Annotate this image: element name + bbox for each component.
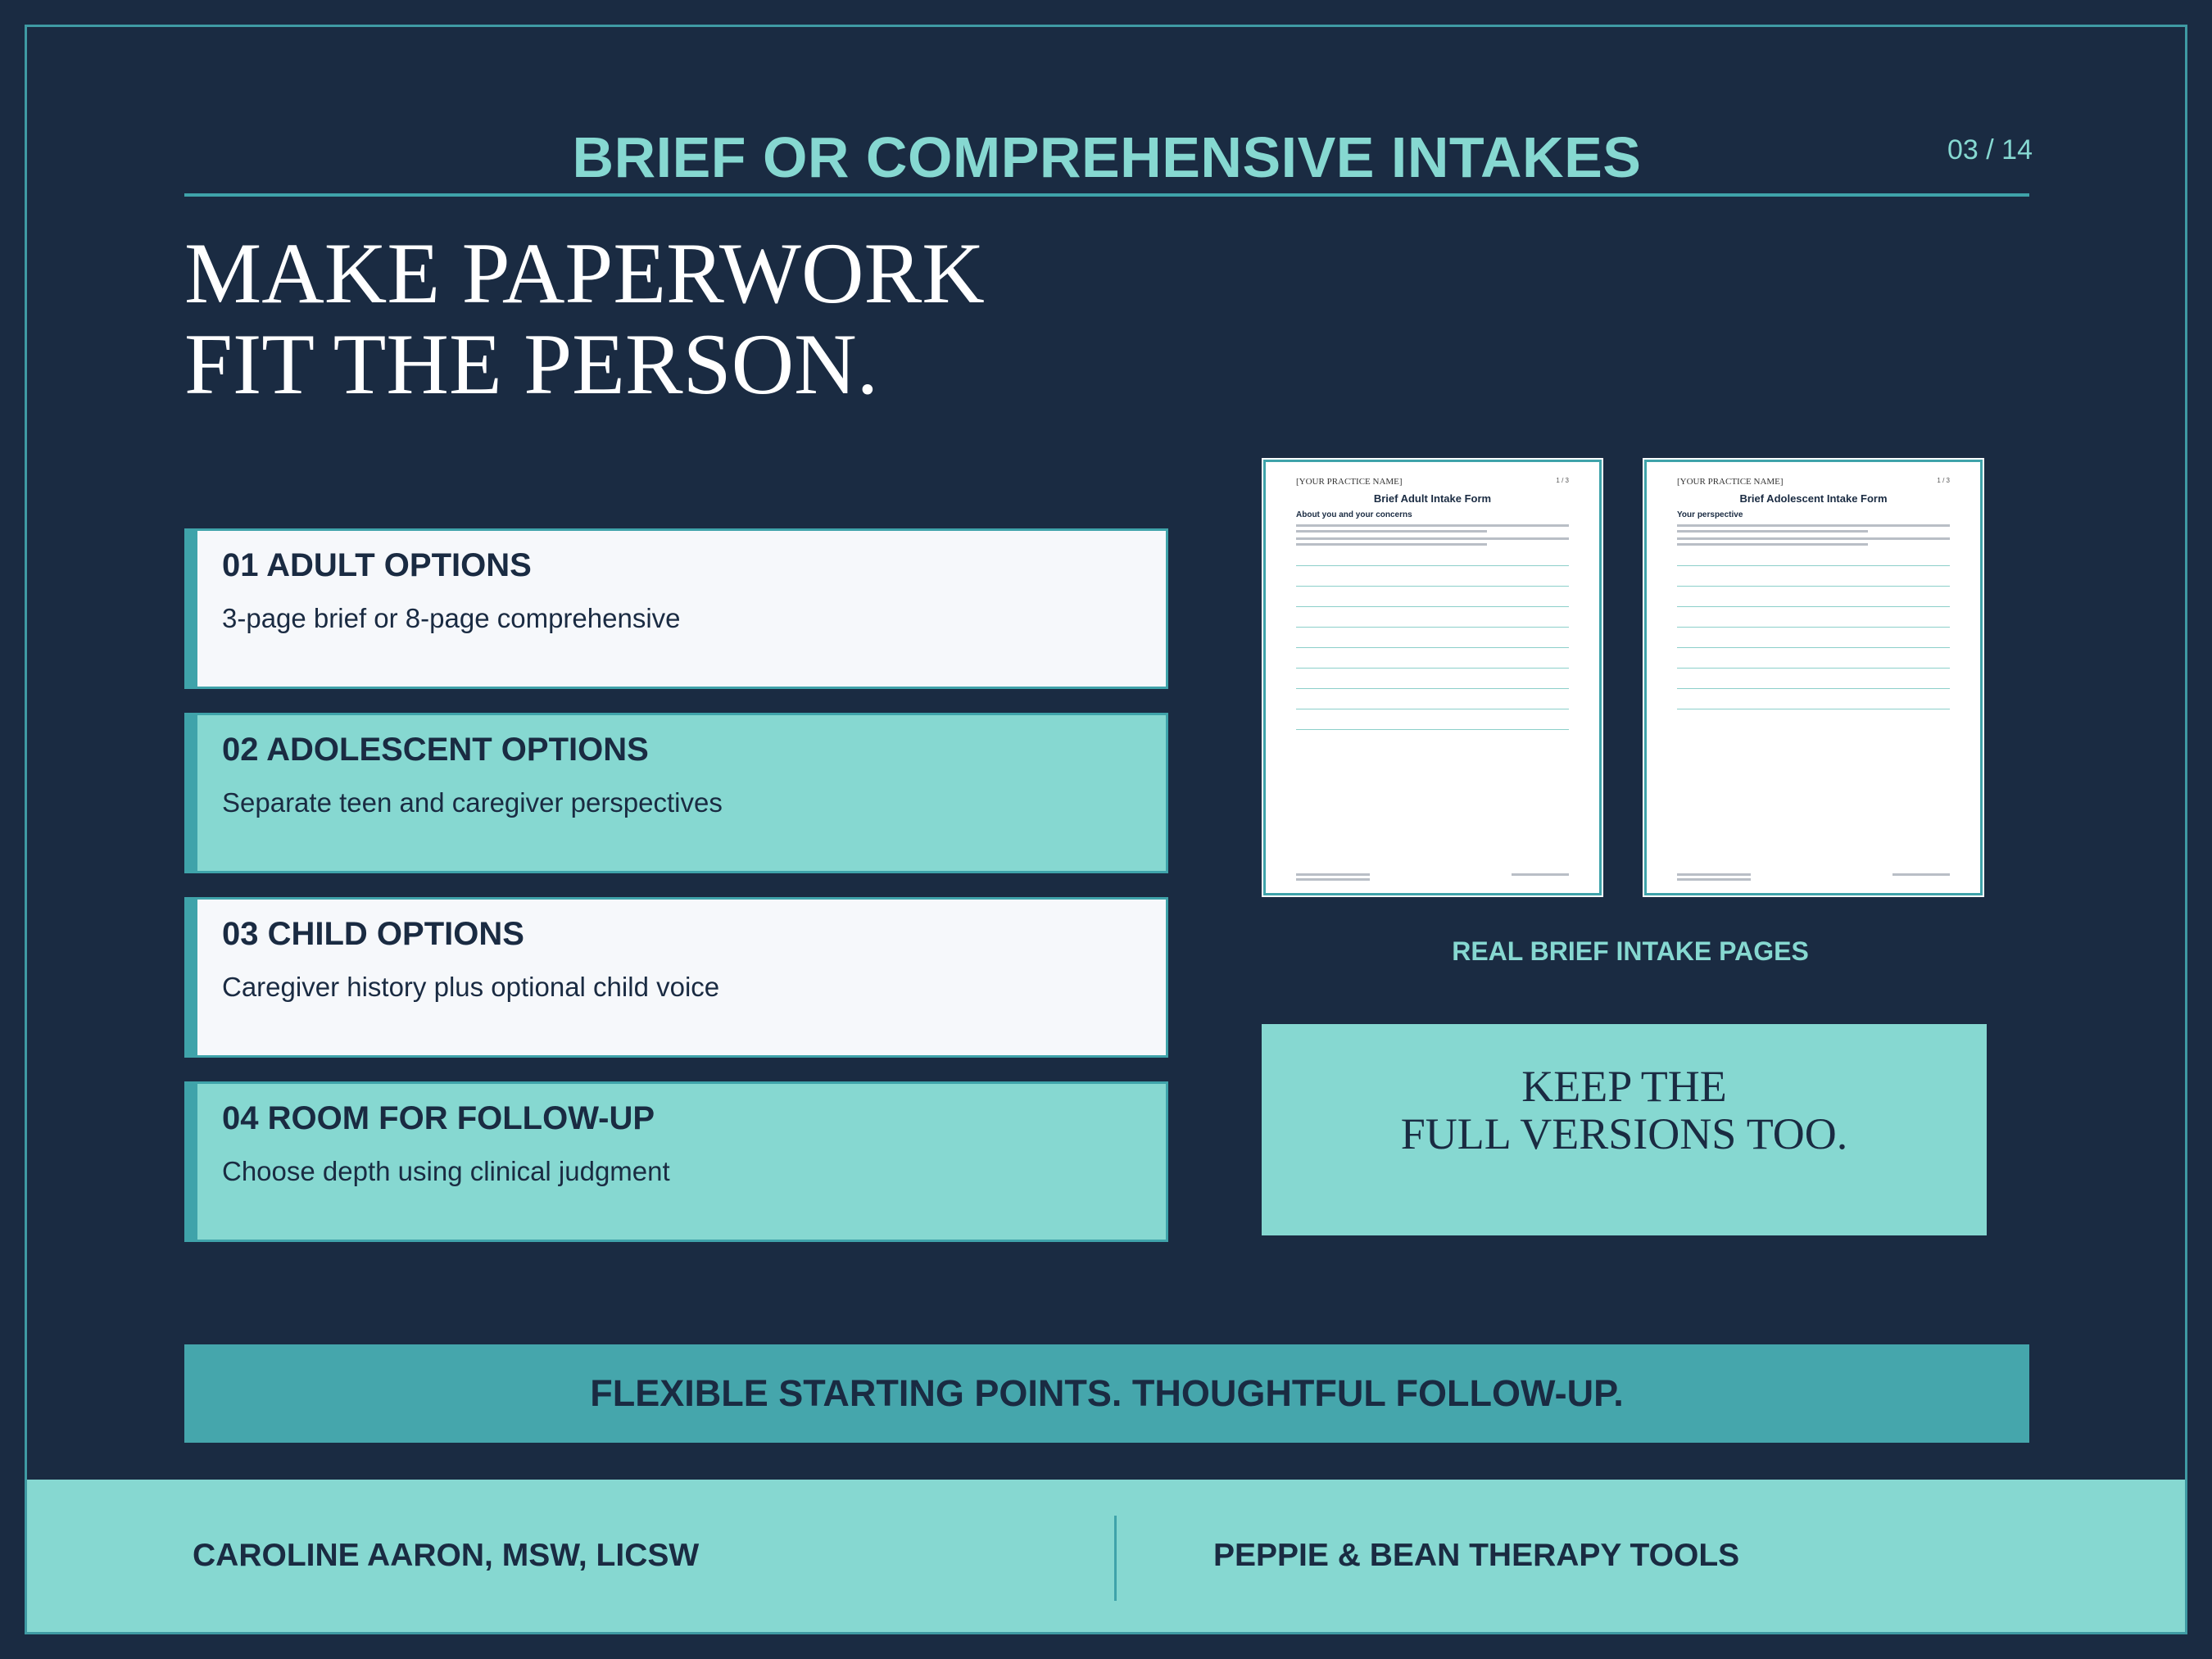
- footer-author: CAROLINE AARON, MSW, LICSW: [193, 1538, 700, 1573]
- documents-caption: REAL BRIEF INTAKE PAGES: [1452, 936, 1809, 966]
- document-section-heading: About you and your concerns: [1296, 510, 1412, 519]
- keep-full-versions-callout: [1262, 1024, 1987, 1235]
- option-description: Choose depth using clinical judgment: [222, 1156, 670, 1186]
- headline-line-1: MAKE PAPERWORK: [184, 225, 985, 321]
- callout-line-2: FULL VERSIONS TOO.: [1400, 1109, 1848, 1158]
- document-body: [1296, 524, 1569, 740]
- option-description: 3-page brief or 8-page comprehensive: [222, 603, 681, 633]
- option-title: 03 CHILD OPTIONS: [222, 916, 524, 952]
- callout-text: [1262, 1063, 1987, 1158]
- headline-line-2: FIT THE PERSON.: [184, 316, 879, 412]
- document-title: Brief Adolescent Intake Form: [1739, 492, 1888, 505]
- callout-line-1: KEEP THE: [1521, 1062, 1727, 1111]
- footer-brand: PEPPIE & BEAN THERAPY TOOLS: [1213, 1538, 1740, 1573]
- option-card-follow-up: [184, 1081, 1168, 1242]
- option-title: 02 ADOLESCENT OPTIONS: [222, 732, 649, 768]
- headline: [184, 225, 985, 412]
- tagline-banner: FLEXIBLE STARTING POINTS. THOUGHTFUL FOLLOW-UP.: [184, 1344, 2029, 1443]
- footer-bar: [27, 1480, 2185, 1632]
- document-page-number: 1 / 3: [1556, 477, 1569, 484]
- document-title: Brief Adult Intake Form: [1373, 492, 1492, 505]
- adult-intake-page-thumbnail: [1263, 460, 1602, 895]
- adolescent-intake-page-thumbnail: [1644, 460, 1983, 895]
- document-footer: [1677, 873, 1950, 882]
- option-description: Caregiver history plus optional child voice: [222, 972, 720, 1002]
- option-title: 01 ADULT OPTIONS: [222, 547, 532, 583]
- document-practice-name: [YOUR PRACTICE NAME]: [1677, 477, 1784, 487]
- option-card-child: [184, 897, 1168, 1058]
- option-card-adult: [184, 528, 1168, 689]
- footer-divider: [1114, 1516, 1117, 1601]
- document-footer: [1296, 873, 1569, 882]
- option-card-adolescent: [184, 713, 1168, 873]
- option-title: 04 ROOM FOR FOLLOW-UP: [222, 1100, 655, 1136]
- title-divider: [184, 193, 2029, 197]
- document-section-heading: Your perspective: [1677, 510, 1743, 519]
- document-body: [1677, 524, 1950, 719]
- document-practice-name: [YOUR PRACTICE NAME]: [1296, 477, 1403, 487]
- option-description: Separate teen and caregiver perspectives: [222, 787, 723, 818]
- slide-title: BRIEF OR COMPREHENSIVE INTAKES: [572, 125, 1642, 189]
- document-page-number: 1 / 3: [1937, 477, 1950, 484]
- page-number: 03 / 14: [1947, 134, 2033, 165]
